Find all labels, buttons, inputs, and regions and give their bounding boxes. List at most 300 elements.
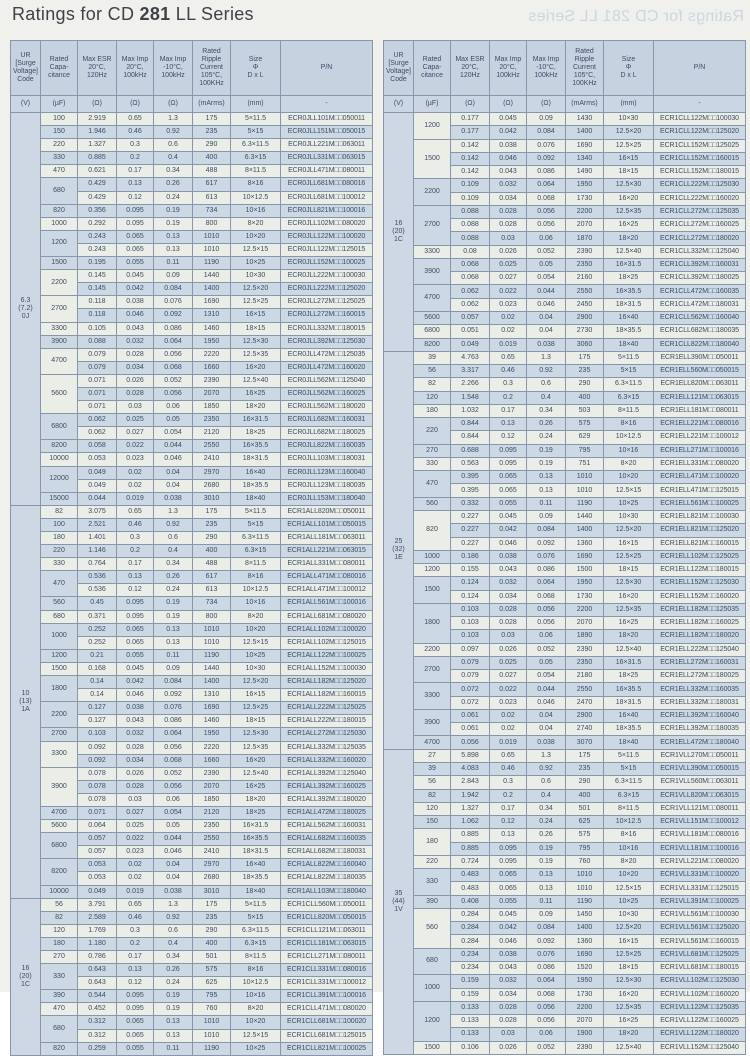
max-esr-cell: 0.142 [451,139,490,152]
size-cell: 10×20 [231,623,281,636]
capacitance-cell: 3900 [414,258,451,285]
size-cell: 12.5×20 [604,126,654,139]
part-number-cell: ECR0JLL471M□□080011 [281,165,373,178]
max-imp-20c-cell: 0.022 [490,683,527,696]
max-imp-minus10c-cell: 0.11 [527,497,566,510]
ripple-current-cell: 290 [193,532,231,545]
size-cell: 18×31.5 [604,696,654,709]
max-imp-20c-cell: 0.028 [117,348,154,361]
size-cell: 18×40 [231,492,281,505]
max-esr-cell: 0.885 [451,829,490,842]
voltage-code-cell: 16 (20) 1C [11,898,41,1055]
capacitance-cell: 100 [41,518,78,531]
capacitance-cell: 82 [414,378,451,391]
max-imp-minus10c-cell: 0.19 [154,217,193,230]
max-imp-minus10c-cell: 0.92 [527,365,566,378]
table-row [384,179,746,192]
max-esr-cell: 0.044 [78,492,117,505]
capacitance-cell: 27 [414,749,451,762]
table-row [384,113,746,126]
max-imp-20c-cell: 0.032 [490,179,527,192]
part-number-cell: ECR1VLL102M□□125030 [654,975,746,988]
ripple-current-cell: 1520 [566,962,604,975]
max-imp-20c-cell: 0.022 [117,440,154,453]
size-cell: 8×11.5 [604,404,654,417]
ripple-current-cell: 2070 [193,780,231,793]
max-imp-20c-cell: 0.46 [490,763,527,776]
max-imp-minus10c-cell: 0.4 [527,789,566,802]
size-cell: 18×20 [231,401,281,414]
ripple-current-cell: 1690 [566,948,604,961]
size-cell: 10×16 [231,597,281,610]
max-imp-minus10c-cell: 0.26 [527,829,566,842]
max-esr-cell: 0.395 [451,471,490,484]
bleed-through-mirrored-title: Ratings for CD 281 LL Series [528,8,744,25]
size-cell: 12.5×15 [604,882,654,895]
capacitance-cell: 3900 [414,709,451,736]
table-row [384,855,746,868]
ripple-current-cell: 1440 [193,662,231,675]
max-imp-minus10c-cell: 0.054 [527,272,566,285]
part-number-cell: ECR1ALL472M□□180025 [281,806,373,819]
part-number-cell: ECR0JLL151M□□050015 [281,126,373,139]
part-number-cell: ECR1CLL560M□□050011 [281,898,373,911]
size-cell: 8×20 [604,457,654,470]
max-imp-minus10c-cell: 0.086 [527,166,566,179]
max-imp-minus10c-cell: 0.056 [527,205,566,218]
max-esr-cell: 0.536 [78,571,117,584]
max-imp-20c-cell: 0.46 [117,126,154,139]
part-number-cell: ECR1CLL681M□□125015 [281,1029,373,1042]
max-esr-cell: 0.127 [78,715,117,728]
max-imp-20c-cell: 0.02 [490,709,527,722]
capacitance-cell: 1000 [41,623,78,649]
max-imp-minus10c-cell: 0.086 [527,962,566,975]
capacitance-cell: 470 [414,471,451,498]
capacitance-cell: 2200 [41,702,78,728]
max-imp-minus10c-cell: 0.24 [527,816,566,829]
ripple-current-cell: 1870 [566,232,604,245]
part-number-cell: ECR1VLL221M□□080020 [654,855,746,868]
size-cell: 6.3×11.5 [231,924,281,937]
max-imp-20c-cell: 0.025 [117,414,154,427]
max-esr-cell: 0.061 [451,723,490,736]
table-row [384,457,746,470]
max-imp-20c-cell: 0.019 [490,736,527,749]
max-esr-cell: 0.071 [78,806,117,819]
part-number-cell: ECR1CLL392M□□180025 [654,272,746,285]
max-imp-minus10c-cell: 0.34 [527,404,566,417]
max-esr-cell: 0.062 [78,414,117,427]
max-esr-cell: 0.062 [78,427,117,440]
part-number-cell: ECR0JLL562M□□180020 [281,401,373,414]
ripple-current-cell: 1430 [566,113,604,126]
max-imp-minus10c-cell: 0.086 [154,322,193,335]
part-number-cell: ECR1CLL272M□□160025 [654,219,746,232]
max-imp-minus10c-cell: 0.09 [527,510,566,523]
max-imp-minus10c-cell: 0.11 [527,895,566,908]
max-imp-minus10c-cell: 0.24 [154,191,193,204]
max-esr-cell: 3.317 [451,365,490,378]
capacitance-cell: 39 [414,763,451,776]
part-number-cell: ECR1CLL471M□□080020 [281,1003,373,1016]
max-esr-cell: 0.106 [451,1041,490,1054]
size-cell: 18×35.5 [604,723,654,736]
max-imp-minus10c-cell: 0.13 [527,471,566,484]
max-imp-20c-cell: 0.095 [490,444,527,457]
max-imp-minus10c-cell: 0.046 [154,453,193,466]
part-number-cell: ECR1ELL331M□□080020 [654,457,746,470]
capacitance-cell: 2200 [41,270,78,296]
max-esr-cell: 0.078 [78,780,117,793]
capacitance-cell: 5600 [41,820,78,833]
unit-part-number: - [654,96,746,113]
size-cell: 8×20 [231,1003,281,1016]
capacitance-cell: 1500 [41,662,78,675]
col-header-max-esr: Max ESR 20°C, 120Hz [78,41,117,96]
capacitance-cell: 3300 [414,245,451,258]
max-imp-minus10c-cell: 0.6 [154,139,193,152]
capacitance-cell: 8200 [414,338,451,351]
capacitance-cell: 470 [41,165,78,178]
ripple-current-cell: 2680 [193,479,231,492]
size-cell: 6.3×11.5 [231,139,281,152]
ripple-current-cell: 290 [566,776,604,789]
max-imp-20c-cell: 0.043 [490,166,527,179]
table-row [384,603,746,616]
max-imp-20c-cell: 0.019 [490,338,527,351]
part-number-cell: ECR1ELL122M□□180015 [654,564,746,577]
max-imp-minus10c-cell: 0.05 [154,820,193,833]
max-imp-minus10c-cell: 0.06 [154,793,193,806]
max-imp-20c-cell: 0.038 [117,702,154,715]
table-row [11,348,373,361]
size-cell: 10×20 [231,230,281,243]
ripple-current-cell: 290 [193,924,231,937]
max-esr-cell: 0.057 [451,311,490,324]
max-imp-20c-cell: 0.2 [117,545,154,558]
part-number-cell: ECR1ALL181M□□063011 [281,532,373,545]
table-row [11,545,373,558]
part-number-cell: ECR1VLL560M□□063011 [654,776,746,789]
max-imp-20c-cell: 0.095 [490,842,527,855]
max-imp-minus10c-cell: 0.13 [527,484,566,497]
max-imp-20c-cell: 0.13 [117,178,154,191]
max-imp-minus10c-cell: 0.044 [527,683,566,696]
ripple-current-cell: 1400 [193,283,231,296]
table-row [11,113,373,126]
size-cell: 5×11.5 [604,749,654,762]
part-number-cell: ECR1VLL561M□□100030 [654,908,746,921]
capacitance-cell: 5600 [41,374,78,413]
max-esr-cell: 5.898 [451,749,490,762]
capacitance-cell: 2200 [414,179,451,206]
capacitance-cell: 180 [41,937,78,950]
size-cell: 12.5×15 [231,243,281,256]
max-esr-cell: 0.071 [78,401,117,414]
table-row [11,204,373,217]
size-cell: 12.5×20 [231,676,281,689]
size-cell: 10×30 [604,510,654,523]
ripple-current-cell: 2470 [566,696,604,709]
table-row [384,908,746,921]
size-cell: 16×35.5 [604,285,654,298]
max-imp-minus10c-cell: 0.086 [154,715,193,728]
size-cell: 18×15 [604,564,654,577]
size-cell: 16×25 [604,617,654,630]
max-imp-20c-cell: 0.02 [117,872,154,885]
size-cell: 10×16 [231,990,281,1003]
max-imp-minus10c-cell: 0.04 [154,479,193,492]
part-number-cell: ECR0JLL122M□□125015 [281,243,373,256]
max-esr-cell: 0.259 [78,1042,117,1055]
size-cell: 12.5×40 [604,643,654,656]
ripple-current-cell: 1010 [566,869,604,882]
max-imp-minus10c-cell: 0.19 [154,1003,193,1016]
size-cell: 16×15 [604,152,654,165]
max-imp-minus10c-cell: 0.24 [154,977,193,990]
table-row [11,571,373,584]
table-row [384,816,746,829]
max-imp-minus10c-cell: 0.92 [154,518,193,531]
ripple-current-cell: 2970 [193,859,231,872]
capacitance-cell: 1200 [414,113,451,140]
max-imp-minus10c-cell: 0.056 [527,219,566,232]
max-imp-20c-cell: 0.027 [490,670,527,683]
max-imp-minus10c-cell: 0.084 [527,922,566,935]
ripple-current-cell: 1950 [193,728,231,741]
unit-capacitance: (µF) [414,96,451,113]
capacitance-cell: 270 [414,444,451,457]
size-cell: 12.5×30 [604,577,654,590]
max-imp-20c-cell: 0.034 [490,192,527,205]
ripple-current-cell: 1660 [193,361,231,374]
table-row [384,285,746,298]
table-row [384,258,746,271]
max-esr-cell: 0.844 [451,431,490,444]
table-row [384,709,746,722]
capacitance-cell: 120 [414,802,451,815]
ripple-current-cell: 3060 [566,338,604,351]
table-row [384,683,746,696]
max-imp-20c-cell: 0.2 [490,789,527,802]
col-header-ripple-current: Rated Ripple Current 105°C, 100KHz [193,41,231,96]
ripple-current-cell: 2680 [193,872,231,885]
ripple-current-cell: 1010 [566,484,604,497]
max-imp-20c-cell: 0.055 [490,895,527,908]
table-row [11,937,373,950]
max-imp-minus10c-cell: 0.076 [154,296,193,309]
ripple-current-cell: 400 [566,391,604,404]
max-imp-20c-cell: 0.12 [490,816,527,829]
part-number-cell: ECR1ELL271M□□100016 [654,444,746,457]
ripple-current-cell: 235 [193,126,231,139]
max-imp-minus10c-cell: 0.06 [527,630,566,643]
max-esr-cell: 0.429 [78,178,117,191]
max-imp-20c-cell: 0.03 [490,1028,527,1041]
part-number-cell: ECR1ELL332M□□180031 [654,696,746,709]
max-esr-cell: 0.109 [451,179,490,192]
part-number-cell: ECR1ELL182M□□125035 [654,603,746,616]
table-row [384,391,746,404]
ripple-current-cell: 1690 [193,296,231,309]
part-number-cell: ECR1ALL331M□□080011 [281,558,373,571]
ripple-current-cell: 1360 [566,537,604,550]
max-esr-cell: 0.124 [451,577,490,590]
max-esr-cell: 0.429 [78,191,117,204]
max-imp-20c-cell: 0.042 [490,922,527,935]
table-row [11,492,373,505]
table-row [11,610,373,623]
capacitance-cell: 3300 [414,683,451,710]
max-esr-cell: 0.103 [451,630,490,643]
max-imp-20c-cell: 0.034 [117,361,154,374]
max-imp-20c-cell: 0.046 [117,309,154,322]
size-cell: 10×12.5 [604,816,654,829]
max-esr-cell: 0.885 [451,842,490,855]
max-esr-cell: 0.051 [451,325,490,338]
max-imp-20c-cell: 0.095 [117,610,154,623]
ripple-current-cell: 2390 [566,643,604,656]
ripple-current-cell: 2900 [566,311,604,324]
part-number-cell: ECR1CLL331M□□100012 [281,977,373,990]
max-esr-cell: 3.791 [78,898,117,911]
capacitance-cell: 470 [41,1003,78,1016]
capacitance-cell: 1200 [414,564,451,577]
max-esr-cell: 1.146 [78,545,117,558]
capacitance-cell: 1200 [41,230,78,256]
max-esr-cell: 0.118 [78,296,117,309]
max-imp-minus10c-cell: 0.052 [527,643,566,656]
capacitance-cell: 680 [414,948,451,975]
size-cell: 12.5×20 [231,283,281,296]
max-imp-minus10c-cell: 0.06 [154,401,193,414]
max-imp-20c-cell: 0.17 [117,951,154,964]
ripple-current-cell: 1310 [193,309,231,322]
max-esr-cell: 0.061 [451,709,490,722]
max-imp-20c-cell: 0.3 [117,532,154,545]
size-cell: 8×16 [231,964,281,977]
ripple-current-cell: 1190 [566,895,604,908]
max-esr-cell: 0.049 [78,885,117,898]
max-imp-20c-cell: 0.043 [117,715,154,728]
part-number-cell: ECR1ELL102M□□125025 [654,550,746,563]
max-esr-cell: 0.049 [451,338,490,351]
size-cell: 8×20 [604,855,654,868]
max-esr-cell: 0.092 [78,741,117,754]
page-title-series-number: 281 [139,4,171,24]
size-cell: 5×15 [604,365,654,378]
capacitance-cell: 5600 [414,311,451,324]
size-cell: 12.5×25 [231,296,281,309]
part-number-cell: ECR1ELL561M□□100025 [654,497,746,510]
max-imp-minus10c-cell: 0.046 [527,298,566,311]
size-cell: 16×40 [231,859,281,872]
max-imp-minus10c-cell: 0.068 [527,192,566,205]
size-cell: 16×25 [604,219,654,232]
capacitance-cell: 10000 [41,885,78,898]
max-esr-cell: 0.103 [451,603,490,616]
table-row [11,676,373,689]
max-imp-minus10c-cell: 0.05 [527,656,566,669]
max-imp-20c-cell: 0.12 [117,977,154,990]
ripple-current-cell: 501 [193,951,231,964]
max-imp-minus10c-cell: 0.04 [527,723,566,736]
capacitance-cell: 180 [414,829,451,856]
ripple-current-cell: 1310 [193,689,231,702]
table-row [384,245,746,258]
table-row [11,414,373,427]
size-cell: 12.5×20 [604,524,654,537]
max-imp-minus10c-cell: 1.3 [154,113,193,126]
ripple-current-cell: 1010 [193,230,231,243]
part-number-cell: ECR1CLL222M□□160020 [654,192,746,205]
max-imp-minus10c-cell: 0.092 [527,537,566,550]
part-number-cell: ECR1ELL332M□□160035 [654,683,746,696]
ripple-current-cell: 1500 [566,564,604,577]
part-number-cell: ECR1VLL122M□□125035 [654,1001,746,1014]
max-esr-cell: 0.145 [78,283,117,296]
col-header-max-imp-minus10c: Max Imp -10°C, 100kHz [154,41,193,96]
max-esr-cell: 0.064 [78,820,117,833]
ripple-current-cell: 2740 [566,723,604,736]
size-cell: 18×31.5 [604,298,654,311]
part-number-cell: ECR0JLL562M□□160025 [281,387,373,400]
max-imp-minus10c-cell: 0.092 [154,689,193,702]
max-imp-minus10c-cell: 0.13 [154,1029,193,1042]
max-imp-20c-cell: 0.3 [490,378,527,391]
table-row [11,440,373,453]
part-number-cell: ECR1VLL102M□□160020 [654,988,746,1001]
capacitance-cell: 390 [41,990,78,1003]
ripple-current-cell: 1190 [193,1042,231,1055]
part-number-cell: ECR0JLL682M□□160031 [281,414,373,427]
size-cell: 16×40 [231,466,281,479]
max-imp-20c-cell: 0.12 [117,584,154,597]
max-imp-20c-cell: 0.026 [490,1041,527,1054]
max-esr-cell: 0.177 [451,113,490,126]
capacitance-cell: 220 [414,418,451,445]
max-esr-cell: 0.483 [451,869,490,882]
table-row [11,820,373,833]
max-imp-minus10c-cell: 0.044 [154,833,193,846]
unit-max-esr: (Ω) [451,96,490,113]
max-esr-cell: 0.688 [451,444,490,457]
size-cell: 6.3×15 [231,545,281,558]
ripple-current-cell: 400 [193,545,231,558]
max-esr-cell: 0.14 [78,676,117,689]
max-imp-minus10c-cell: 0.6 [154,532,193,545]
capacitance-cell: 820 [41,1042,78,1055]
capacitance-cell: 180 [41,532,78,545]
size-cell: 16×20 [231,361,281,374]
size-cell: 12.5×35 [231,348,281,361]
size-cell: 12.5×30 [604,179,654,192]
max-esr-cell: 0.885 [78,152,117,165]
ripple-current-cell: 2550 [566,285,604,298]
ripple-current-cell: 2350 [566,656,604,669]
max-esr-cell: 0.142 [451,152,490,165]
max-esr-cell: 0.105 [78,322,117,335]
size-cell: 10×12.5 [231,191,281,204]
size-cell: 8×16 [231,571,281,584]
ripple-current-cell: 2160 [566,272,604,285]
ripple-current-cell: 2390 [566,245,604,258]
ripple-current-cell: 734 [193,204,231,217]
size-cell: 8×11.5 [604,802,654,815]
size-cell: 8×20 [231,610,281,623]
max-imp-minus10c-cell: 0.054 [154,427,193,440]
